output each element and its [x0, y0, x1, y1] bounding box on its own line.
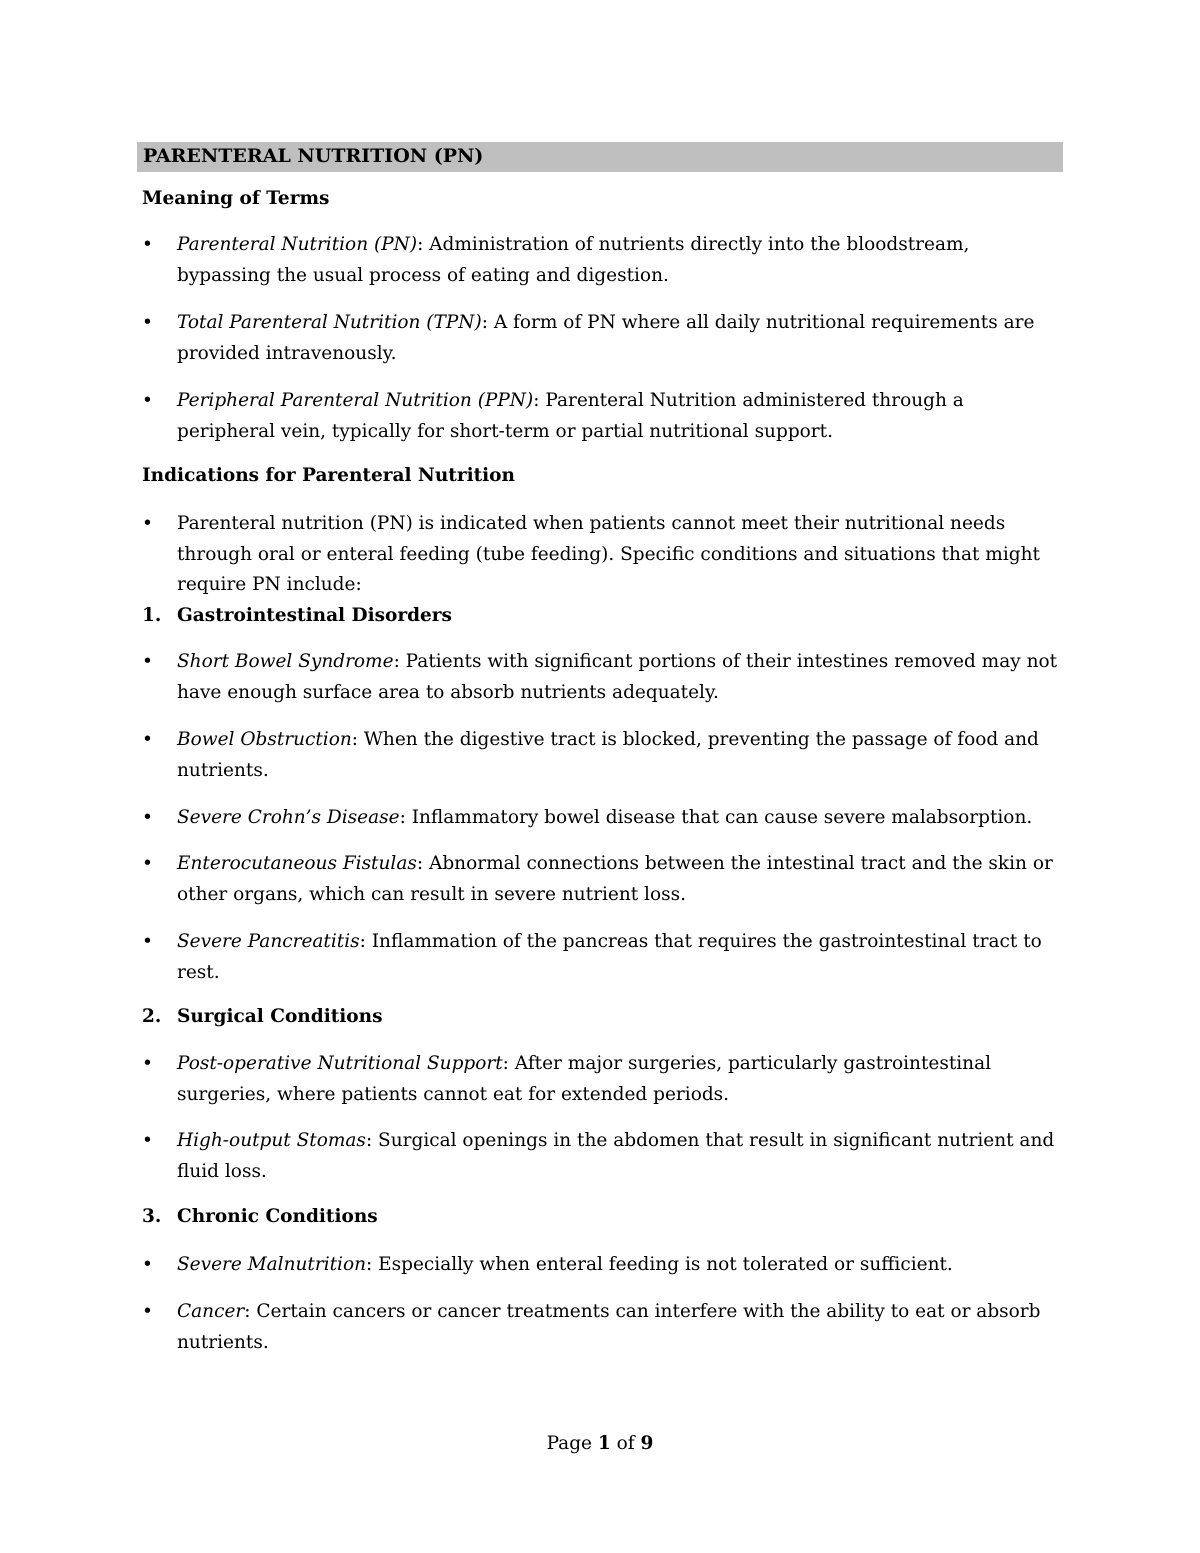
bullet-icon: • — [142, 234, 153, 255]
term: High-output Stomas — [177, 1130, 366, 1151]
page-label: Page — [546, 1433, 592, 1454]
term: Cancer — [177, 1301, 245, 1322]
bullet-icon: • — [142, 312, 153, 333]
bullet-icon: • — [142, 1053, 153, 1074]
title-bar — [137, 142, 1063, 172]
heading-surgical-conditions: 2. Surgical Conditions — [142, 1006, 383, 1027]
definition: : Surgical openings in the abdomen that result in significant nutrient and fluid loss. — [177, 1130, 1055, 1182]
definition: : Inflammation of the pancreas that requires the gastrointestinal tract to rest. — [177, 931, 1042, 983]
term: Severe Crohn’s Disease — [177, 807, 400, 828]
term: Severe Malnutrition — [177, 1254, 367, 1275]
term: Parenteral Nutrition (PN) — [177, 234, 418, 255]
bullet-icon: • — [142, 807, 153, 828]
bullet-icon: • — [142, 1301, 153, 1322]
term: Post-operative Nutritional Support — [177, 1053, 503, 1074]
bullet-icon: • — [142, 390, 153, 411]
definition: : A form of PN where all daily nutritional requirements are provided intravenously. — [177, 312, 1035, 364]
heading-indications: Indications for Parenteral Nutrition — [142, 465, 515, 486]
bullet-icon: • — [142, 1130, 153, 1151]
bullet-icon: • — [142, 931, 153, 952]
page-footer — [0, 1433, 1200, 1454]
heading-gastrointestinal-disorders: 1. Gastrointestinal Disorders — [142, 605, 452, 626]
definition: : Certain cancers or cancer treatments can interfere with the ability to eat or absorb nutrients. — [177, 1301, 1041, 1353]
bullet-icon: • — [142, 513, 153, 534]
definition: : Inflammatory bowel disease that can cause severe malabsorption. — [399, 807, 1033, 828]
definition: : Patients with significant portions of their intestines removed may not have enough surface area to absorb nutrients adequately. — [177, 651, 1058, 703]
bullet-icon: • — [142, 853, 153, 874]
term: Peripheral Parenteral Nutrition (PPN) — [177, 390, 534, 411]
page-title: PARENTERAL NUTRITION (PN) — [143, 145, 484, 167]
term: Severe Pancreatitis — [177, 931, 360, 952]
page-total: 9 — [640, 1433, 654, 1454]
definition: : After major surgeries, particularly gastrointestinal surgeries, where patients cannot eat for extended periods. — [177, 1053, 992, 1105]
page-of: of — [616, 1433, 635, 1454]
definition: : Parenteral Nutrition administered through a peripheral vein, typically for short-term or partial nutritional support. — [177, 390, 964, 442]
term: Total Parenteral Nutrition (TPN) — [177, 312, 482, 333]
term: Bowel Obstruction — [177, 729, 352, 750]
bullet-icon: • — [142, 651, 153, 672]
bullet-icon: • — [142, 1254, 153, 1275]
page-current: 1 — [597, 1433, 611, 1454]
definition: : Administration of nutrients directly into the bloodstream, bypassing the usual process of eating and digestion. — [177, 234, 970, 286]
term: Enterocutaneous Fistulas — [177, 853, 417, 874]
heading-meaning-of-terms: Meaning of Terms — [142, 188, 330, 209]
definition: : When the digestive tract is blocked, preventing the passage of food and nutrients. — [177, 729, 1039, 781]
definition: : Abnormal connections between the intestinal tract and the skin or other organs, which can result in severe nutrient loss. — [177, 853, 1053, 905]
bullet-icon: • — [142, 729, 153, 750]
indications-intro: Parenteral nutrition (PN) is indicated when patients cannot meet their nutritional needs through oral or enteral feeding (tube feeding). Specific conditions and situations that might require PN include: — [177, 513, 1040, 595]
term: Short Bowel Syndrome — [177, 651, 394, 672]
heading-chronic-conditions: 3. Chronic Conditions — [142, 1206, 378, 1227]
definition: : Especially when enteral feeding is not tolerated or sufficient. — [366, 1254, 953, 1275]
